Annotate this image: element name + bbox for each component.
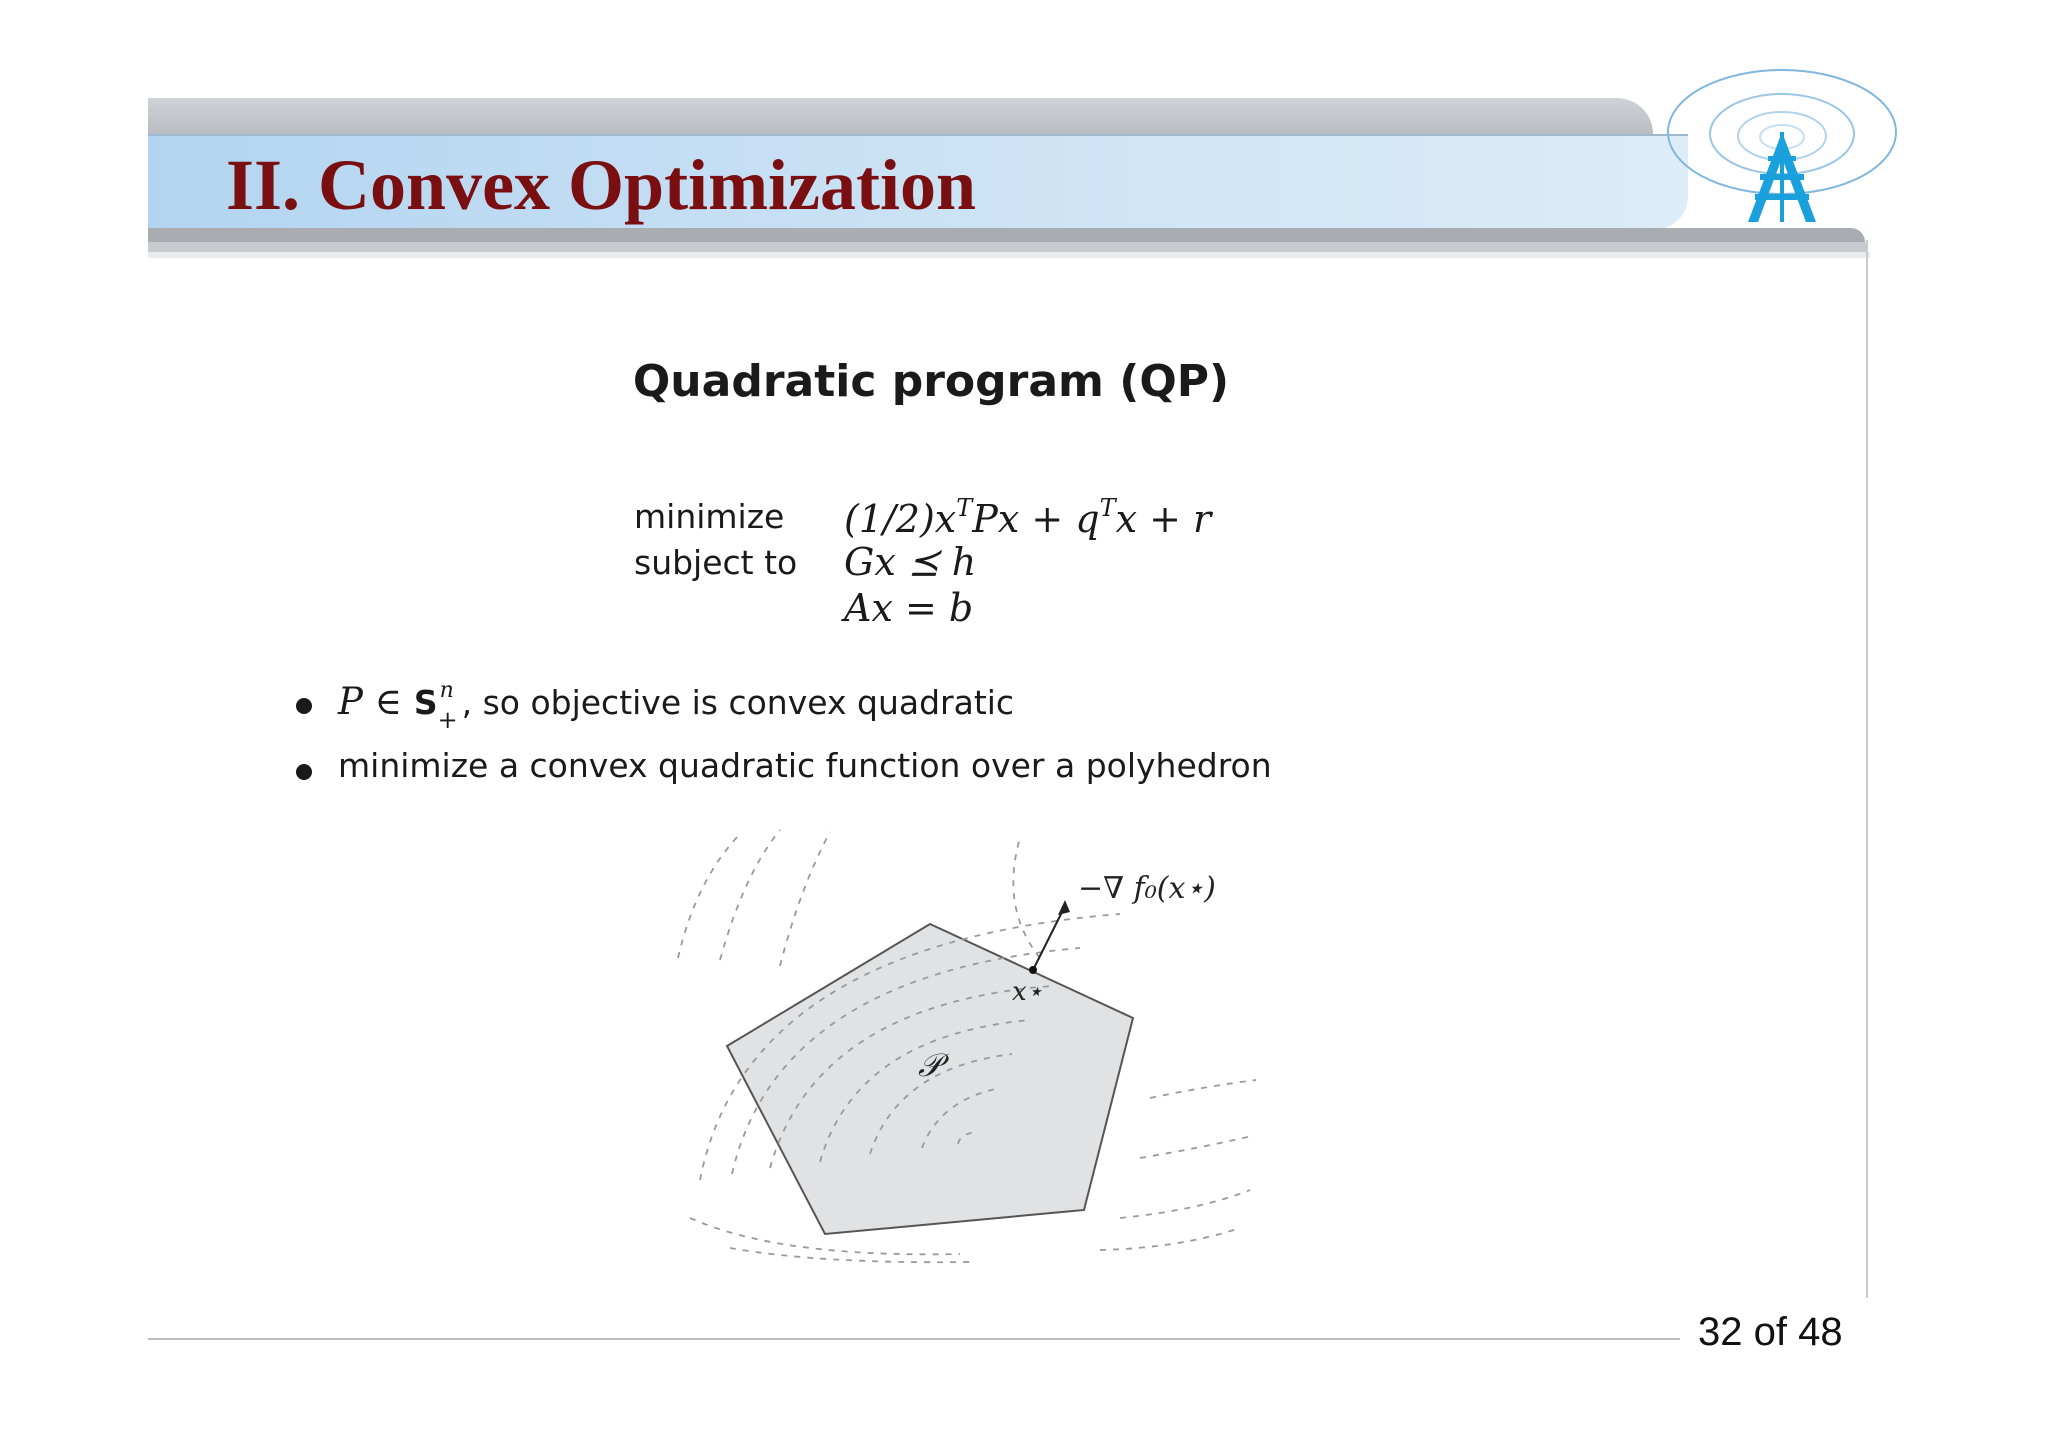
gradient-label: −∇ f₀(x⋆) xyxy=(1078,871,1216,906)
page-number: 32 of 48 xyxy=(1698,1310,1843,1354)
header-bar-white xyxy=(148,252,1870,258)
optimum-label: x⋆ xyxy=(1012,977,1043,1007)
constraint-inequality: Gx ⪯ h xyxy=(844,540,977,584)
bullet-dot-icon xyxy=(296,698,312,714)
bullet-dot-icon xyxy=(296,764,312,780)
arrow-head-icon xyxy=(1058,900,1070,915)
label-minimize: minimize xyxy=(634,497,785,536)
radio-tower-icon xyxy=(1660,62,1900,232)
slide: II. Convex Optimization Quadratic program (QP) minimize subject to $(1/2)x^TPx + q^Tx + r$ Gx ⪯ h Ax = b P ∈ S n + , so objective is convex quadratic minimize a convex quadratic function over a polyhedron −∇ f₀(x⋆) x⋆ 𝒫 32 of 48 xyxy=(0,0,2048,1447)
objective-expression: $(1/2)x^TPx + q^Tx + r$ xyxy=(844,494,1212,541)
polyhedron-label: 𝒫 xyxy=(918,1046,942,1084)
constraint-equality: Ax = b xyxy=(844,586,974,630)
slide-heading: Quadratic program (QP) xyxy=(632,356,1230,407)
label-subject-to: subject to xyxy=(634,543,798,582)
right-border-line xyxy=(1866,240,1868,1298)
optimum-point xyxy=(1029,966,1037,974)
header-bar-gray-light xyxy=(148,242,1868,252)
qp-diagram xyxy=(660,818,1260,1268)
header-bar-gray xyxy=(148,228,1865,242)
problem-labels xyxy=(634,494,797,586)
slide-title: II. Convex Optimization xyxy=(226,145,977,225)
gradient-arrow xyxy=(1033,906,1065,970)
header-bar-top xyxy=(148,98,1653,134)
footer-line xyxy=(148,1338,1680,1340)
